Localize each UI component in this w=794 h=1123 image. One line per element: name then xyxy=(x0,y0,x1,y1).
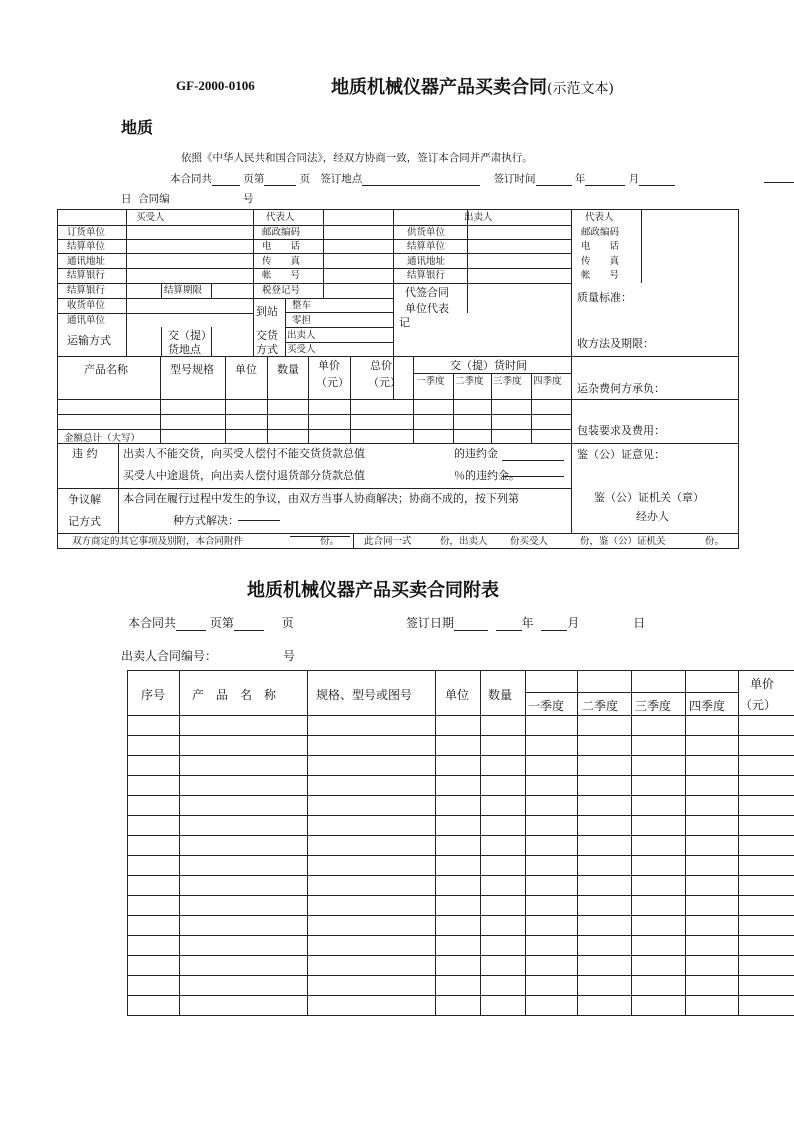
appendix-row-line xyxy=(128,935,794,936)
col-name-header: 产 品 名 称 xyxy=(192,688,277,702)
arrive-station-label: 到站 xyxy=(256,305,278,318)
qty-header: 数量 xyxy=(277,363,299,376)
delivery-time-header: 交（提）货时间 xyxy=(450,359,527,372)
appendix-date-blank-3 xyxy=(541,622,567,631)
bank-label-2: 结算银行 xyxy=(67,285,106,296)
col-qty-header: 数量 xyxy=(488,688,513,702)
appendix-title: 地质机械仪器产品买卖合同附表 xyxy=(247,580,499,601)
appendix-no-unit: 号 xyxy=(283,649,296,663)
appendix-sign-date: 签订日期 xyxy=(406,616,455,630)
month-label: 月 xyxy=(628,173,640,185)
appendix-col-line xyxy=(685,671,686,1015)
whole-car-label: 整车 xyxy=(292,300,312,311)
appendix-row-line xyxy=(128,755,794,756)
transport-label: 运输方式 xyxy=(67,334,111,347)
q1-header: 一季度 xyxy=(416,376,445,387)
seller-rep-heading: 代表人 xyxy=(585,212,614,223)
breach-blank-2 xyxy=(502,476,564,477)
appendix-col-line xyxy=(435,671,436,1015)
notary-opinion-label: 鉴（公）证意见： xyxy=(577,448,665,461)
preamble-line xyxy=(170,171,675,186)
col-q3-header: 三季度 xyxy=(635,699,672,713)
appendix-date-blank-1 xyxy=(454,622,488,631)
total-price-header-2: （元） xyxy=(368,376,401,389)
row-line xyxy=(58,253,571,254)
contract-no-label: 合同编 xyxy=(138,193,170,205)
contract-no-unit: 号 xyxy=(243,193,254,205)
appendix-col-line xyxy=(307,671,308,1015)
appendix-page-unit: 页 xyxy=(281,616,294,630)
appendix-table xyxy=(127,670,794,1016)
seller-phone-label: 电 话 xyxy=(581,241,620,252)
packing-label: 包装要求及费用： xyxy=(577,424,665,437)
dispute-blank xyxy=(238,520,280,521)
col-q2-header: 二季度 xyxy=(582,699,619,713)
row-line xyxy=(285,327,393,328)
seller-settle-unit-label: 结算单位 xyxy=(407,241,446,252)
col-line xyxy=(160,356,161,443)
row-line xyxy=(58,488,571,489)
col-line xyxy=(393,210,394,399)
appendix-sign-date-line xyxy=(406,614,645,631)
col-line xyxy=(350,356,351,443)
row-line xyxy=(58,239,571,240)
appendix-row-line xyxy=(128,895,794,896)
appendix-pages-no: 页第 xyxy=(209,616,234,630)
freight-label: 运杂费何方承负： xyxy=(577,382,665,395)
agent-sign-label-2: 单位代表 xyxy=(405,302,449,313)
preamble-basis: 依照《中华人民共和国合同法》，经双方协商一致，签订本合同并严肃执行。 xyxy=(181,152,533,164)
appendix-year: 年 xyxy=(521,616,534,630)
unit-price-header-2: （元） xyxy=(316,376,349,389)
contract-code: GF-2000-0106 xyxy=(176,78,255,93)
col-unit-header: 单位 xyxy=(445,688,470,702)
fax-label: 传 真 xyxy=(262,256,301,267)
q2-header: 二季度 xyxy=(455,376,484,387)
appendix-subheader-line xyxy=(525,692,738,693)
mark-label: 记 xyxy=(399,316,410,329)
appendix-pages-no-blank xyxy=(234,622,264,631)
sign-place-label: 签订地点 xyxy=(320,173,363,185)
contract-table xyxy=(57,209,739,549)
seller-address-label: 通讯地址 xyxy=(407,256,446,267)
dispute-text-2: 种方式解决： xyxy=(173,514,239,527)
col-q4-header: 四季度 xyxy=(689,699,726,713)
footer-text-4: 份买受人 xyxy=(510,536,549,547)
col-line xyxy=(267,356,268,443)
preamble-line-2 xyxy=(121,191,254,206)
settle-unit-label: 结算单位 xyxy=(67,241,106,252)
col-q1-header: 一季度 xyxy=(528,699,565,713)
row-line xyxy=(58,298,393,299)
footer-text-2: 此合同一式 xyxy=(364,536,412,547)
appendix-row-line xyxy=(128,775,794,776)
appendix-month: 月 xyxy=(567,616,580,630)
contract-title xyxy=(331,73,614,99)
appendix-pages-total-blank xyxy=(176,622,206,631)
seller-heading: 出卖人 xyxy=(464,212,493,223)
row-line xyxy=(58,429,571,430)
unit-price-header: 单价 xyxy=(318,359,340,372)
total-price-header: 总价 xyxy=(370,359,392,372)
col-line xyxy=(491,373,492,443)
breach-seller-text: 出卖人不能交货，向买受人偿付不能交货货款总值 xyxy=(123,447,365,460)
bank-label: 结算银行 xyxy=(67,270,106,281)
section-label: 地质 xyxy=(121,118,154,137)
appendix-pages-line xyxy=(128,614,294,631)
sign-day-blank xyxy=(639,173,675,186)
appendix-row-line xyxy=(128,715,794,716)
appendix-col-line xyxy=(525,671,526,1015)
day-label: 日 xyxy=(121,193,132,205)
seller-postcode-label: 邮政编码 xyxy=(581,227,620,238)
seller-bears-label: 出卖人 xyxy=(287,330,316,341)
col-line xyxy=(225,356,226,443)
appendix-col-line xyxy=(480,671,481,1015)
col-line xyxy=(126,210,127,356)
row-line xyxy=(58,414,571,415)
col-price-header-2: （元） xyxy=(740,698,777,712)
appendix-row-line xyxy=(128,995,794,996)
dispute-label-2: 记方式 xyxy=(68,515,101,528)
sign-place-blank xyxy=(362,173,480,186)
col-line xyxy=(467,210,468,313)
col-line xyxy=(253,210,254,356)
notary-office-label: 鉴（公）证机关（章） xyxy=(594,491,704,504)
col-seq-header: 序号 xyxy=(141,688,166,702)
appendix-row-line xyxy=(128,875,794,876)
footer-text-3: 份，出卖人 xyxy=(440,536,488,547)
footer-copy-unit: 份。 xyxy=(320,536,340,547)
agent-sign-label: 代签合同 xyxy=(405,286,449,299)
appendix-col-line xyxy=(577,671,578,1015)
appendix-col-line xyxy=(179,671,180,1015)
appendix-row-line xyxy=(128,955,794,956)
col-line xyxy=(571,210,572,533)
buyer-bears-label: 买受人 xyxy=(287,344,316,355)
sign-time-label: 签订时间 xyxy=(493,173,536,185)
deliver-place-label: 交（提） xyxy=(168,329,212,342)
dispute-text: 本合同在履行过程中发生的争议，由双方当事人协商解决；协商不成的，按下列第 xyxy=(123,492,519,505)
acceptance-label: 收方法及期限： xyxy=(577,337,654,350)
col-line xyxy=(161,283,162,298)
footer-text: 双方商定的其它事项及别附，本合同附件 xyxy=(72,536,244,547)
receive-unit-label: 收货单位 xyxy=(67,300,106,311)
dispute-label: 争议解 xyxy=(68,493,101,506)
row-line xyxy=(58,268,571,269)
col-line xyxy=(453,373,454,443)
pages-total-blank xyxy=(212,173,240,186)
footer-text-5: 份，鉴（公）证机关 xyxy=(580,536,666,547)
product-name-header: 产品名称 xyxy=(84,363,128,376)
settle-term-label: 结算期限 xyxy=(164,285,203,296)
appendix-row-line xyxy=(128,795,794,796)
breach-blank-1 xyxy=(502,460,564,461)
col-line xyxy=(353,533,354,548)
appendix-row-line xyxy=(128,855,794,856)
sign-month-blank xyxy=(585,173,625,186)
tax-no-label: 税登记号 xyxy=(262,285,301,296)
appendix-seller-no: 出卖人合同编号： xyxy=(121,649,218,663)
appendix-col-line xyxy=(738,671,739,1015)
row-line xyxy=(285,342,393,343)
appendix-row-line xyxy=(128,975,794,976)
row-line xyxy=(413,373,571,374)
row-line xyxy=(58,313,253,314)
col-line xyxy=(308,356,309,443)
appendix-row-line xyxy=(128,735,794,736)
contact-unit-label: 通讯单位 xyxy=(67,315,106,326)
deliver-place-label-2: 货地点 xyxy=(168,343,201,356)
col-line xyxy=(413,356,414,443)
row-line xyxy=(58,283,571,284)
col-price-header: 单价 xyxy=(750,677,775,691)
preamble-overflow-line xyxy=(764,182,794,183)
pages-total-label: 本合同共 xyxy=(170,173,212,185)
appendix-row-line xyxy=(128,915,794,916)
seller-account-label: 帐 号 xyxy=(581,270,620,281)
seller-fax-label: 传 真 xyxy=(581,256,620,267)
col-line xyxy=(641,210,642,283)
title-note: (示范文本) xyxy=(547,81,614,97)
appendix-col-line xyxy=(631,671,632,1015)
model-header: 型号规格 xyxy=(170,363,214,376)
breach-buyer-tail: ％的违约金。 xyxy=(454,469,520,482)
address-label: 通讯地址 xyxy=(67,256,106,267)
quality-standard-label: 质量标准： xyxy=(577,291,632,304)
col-line xyxy=(323,210,324,298)
supply-unit-label: 供货单位 xyxy=(407,227,446,238)
page-unit: 页 xyxy=(299,173,311,185)
row-line xyxy=(58,443,738,444)
appendix-pages-total: 本合同共 xyxy=(128,616,177,630)
pages-no-label: 页第 xyxy=(243,173,265,185)
row-line xyxy=(58,533,738,534)
appendix-seller-no-line xyxy=(121,647,295,664)
phone-label: 电 话 xyxy=(262,241,301,252)
row-line xyxy=(58,225,571,226)
appendix-row-line xyxy=(128,835,794,836)
q4-header: 四季度 xyxy=(533,376,562,387)
year-label: 年 xyxy=(574,173,586,185)
q3-header: 三季度 xyxy=(493,376,522,387)
appendix-row-line xyxy=(128,815,794,816)
breach-label: 违 约 xyxy=(72,447,98,460)
col-line xyxy=(161,327,162,356)
col-line xyxy=(118,443,119,533)
title-main: 地质机械仪器产品买卖合同 xyxy=(331,77,547,98)
col-line xyxy=(531,373,532,443)
breach-buyer-text: 买受人中途退货，向出卖人偿付退货部分货款总值 xyxy=(123,469,365,482)
col-line xyxy=(285,298,286,356)
deliver-cost-label: 交货 xyxy=(256,329,278,342)
footer-text-6: 份。 xyxy=(705,536,725,547)
handler-label: 经办人 xyxy=(636,510,669,523)
deliver-cost-label-2: 方式 xyxy=(256,343,278,356)
sign-year-blank xyxy=(536,173,572,186)
col-spec-header: 规格、型号或图号 xyxy=(316,688,413,702)
amount-total-label: 金额总计（大写） xyxy=(64,433,141,444)
appendix-day: 日 xyxy=(633,616,646,630)
pages-no-blank xyxy=(264,173,296,186)
order-unit-label: 订货单位 xyxy=(67,227,106,238)
account-label: 帐 号 xyxy=(262,270,301,281)
col-line xyxy=(211,283,212,298)
buyer-rep-heading: 代表人 xyxy=(266,212,295,223)
breach-seller-tail: 的违约金 xyxy=(454,447,498,460)
appendix-date-blank-2 xyxy=(496,622,522,631)
unit-header: 单位 xyxy=(235,363,257,376)
buyer-heading: 买受人 xyxy=(136,212,165,223)
row-line xyxy=(285,312,393,313)
seller-bank-label: 结算银行 xyxy=(407,270,446,281)
postcode-label: 邮政编码 xyxy=(262,227,301,238)
part-load-label: 零担 xyxy=(292,315,312,326)
